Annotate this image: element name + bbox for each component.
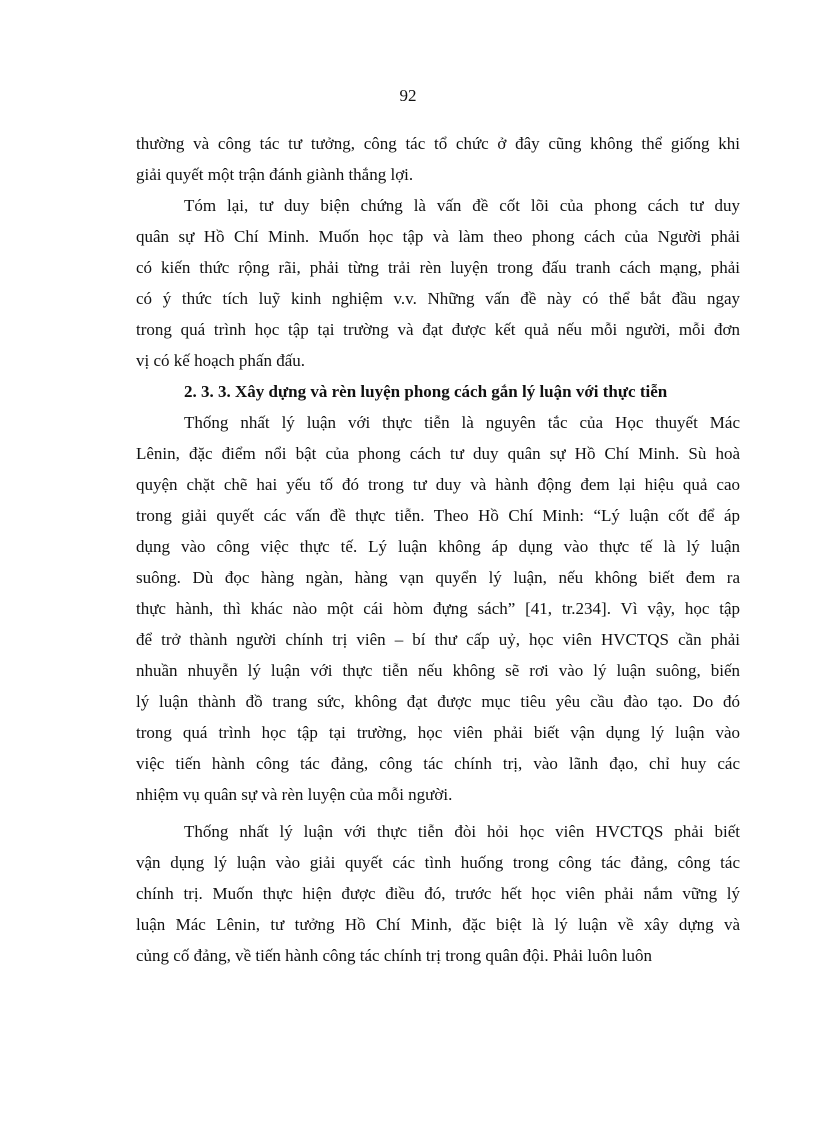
text-line: trong quá trình học tập tại trường, học viên phải biết vận dụng lý luận vào bbox=[136, 723, 740, 742]
text-line: nhuần nhuyễn lý luận với thực tiễn nếu không sẽ rơi vào lý luận suông, biến bbox=[136, 661, 740, 680]
text-line: củng cố đảng, về tiến hành công tác chính trị trong quân đội. Phải luôn luôn bbox=[136, 946, 653, 965]
paragraph bbox=[136, 816, 740, 971]
text-line: suông. Dù đọc hàng ngàn, hàng vạn quyển lý luận, nếu không biết đem ra bbox=[136, 568, 740, 587]
text-line: trong quá trình học tập tại trường và đạt được kết quả nếu mỗi người, mỗi đơn bbox=[136, 320, 740, 339]
document-body bbox=[136, 128, 740, 971]
text-line: việc tiến hành công tác đảng, công tác chính trị, vào lãnh đạo, chỉ huy các bbox=[136, 754, 740, 773]
paragraph bbox=[136, 407, 740, 810]
text-line: Thống nhất lý luận với thực tiễn đòi hỏi học viên HVCTQS phải biết bbox=[184, 822, 740, 841]
text-line: lý luận thành đồ trang sức, không đạt được mục tiêu yêu cầu đào tạo. Do đó bbox=[136, 692, 740, 711]
text-line: quyện chặt chẽ hai yếu tố đó trong tư duy và hành động đem lại hiệu quả cao bbox=[136, 475, 740, 494]
paragraph bbox=[136, 128, 740, 190]
text-line: vị có kế hoạch phấn đấu. bbox=[136, 351, 305, 370]
text-line: để trở thành người chính trị viên – bí thư cấp uỷ, học viên HVCTQS cần phải bbox=[136, 630, 740, 649]
text-line: luận Mác Lênin, tư tưởng Hồ Chí Minh, đặc biệt là lý luận về xây dựng và bbox=[136, 915, 740, 934]
text-line: quân sự Hồ Chí Minh. Muốn học tập và làm theo phong cách của Người phải bbox=[136, 227, 740, 246]
text-line: thường và công tác tư tưởng, công tác tổ chức ở đây cũng không thể giống khi bbox=[136, 134, 740, 153]
text-line: có kiến thức rộng rãi, phải từng trải rèn luyện trong đấu tranh cách mạng, phải bbox=[136, 258, 740, 277]
text-line: dụng vào công việc thực tế. Lý luận không áp dụng vào thực tế là lý luận bbox=[136, 537, 740, 556]
text-line: trong giải quyết các vấn đề thực tiễn. Theo Hồ Chí Minh: “Lý luận cốt để áp bbox=[136, 506, 740, 525]
text-line: thực hành, thì khác nào một cái hòm đựng sách” [41, tr.234]. Vì vậy, học tập bbox=[136, 599, 740, 618]
text-line: có ý thức tích luỹ kinh nghiệm v.v. Những vấn đề này có thể bắt đầu ngay bbox=[136, 289, 740, 308]
text-line: giải quyết một trận đánh giành thắng lợi. bbox=[136, 165, 414, 184]
text-line: Thống nhất lý luận với thực tiễn là nguyên tắc của Học thuyết Mác bbox=[184, 413, 740, 432]
text-line: chính trị. Muốn thực hiện được điều đó, trước hết học viên phải nắm vững lý bbox=[136, 884, 740, 903]
text-line: vận dụng lý luận vào giải quyết các tình huống trong công tác đảng, công tác bbox=[136, 853, 740, 872]
section-heading: 2. 3. 3. Xây dựng và rèn luyện phong cách gắn lý luận với thực tiễn bbox=[184, 382, 668, 401]
text-line: Lênin, đặc điểm nổi bật của phong cách tư duy quân sự Hồ Chí Minh. Sù hoà bbox=[136, 444, 740, 463]
text-line: Tóm lại, tư duy biện chứng là vấn đề cốt lõi của phong cách tư duy bbox=[184, 196, 740, 215]
text-line: nhiệm vụ quân sự và rèn luyện của mỗi người. bbox=[136, 785, 453, 804]
paragraph bbox=[136, 190, 740, 376]
page-number: 92 bbox=[399, 86, 417, 105]
